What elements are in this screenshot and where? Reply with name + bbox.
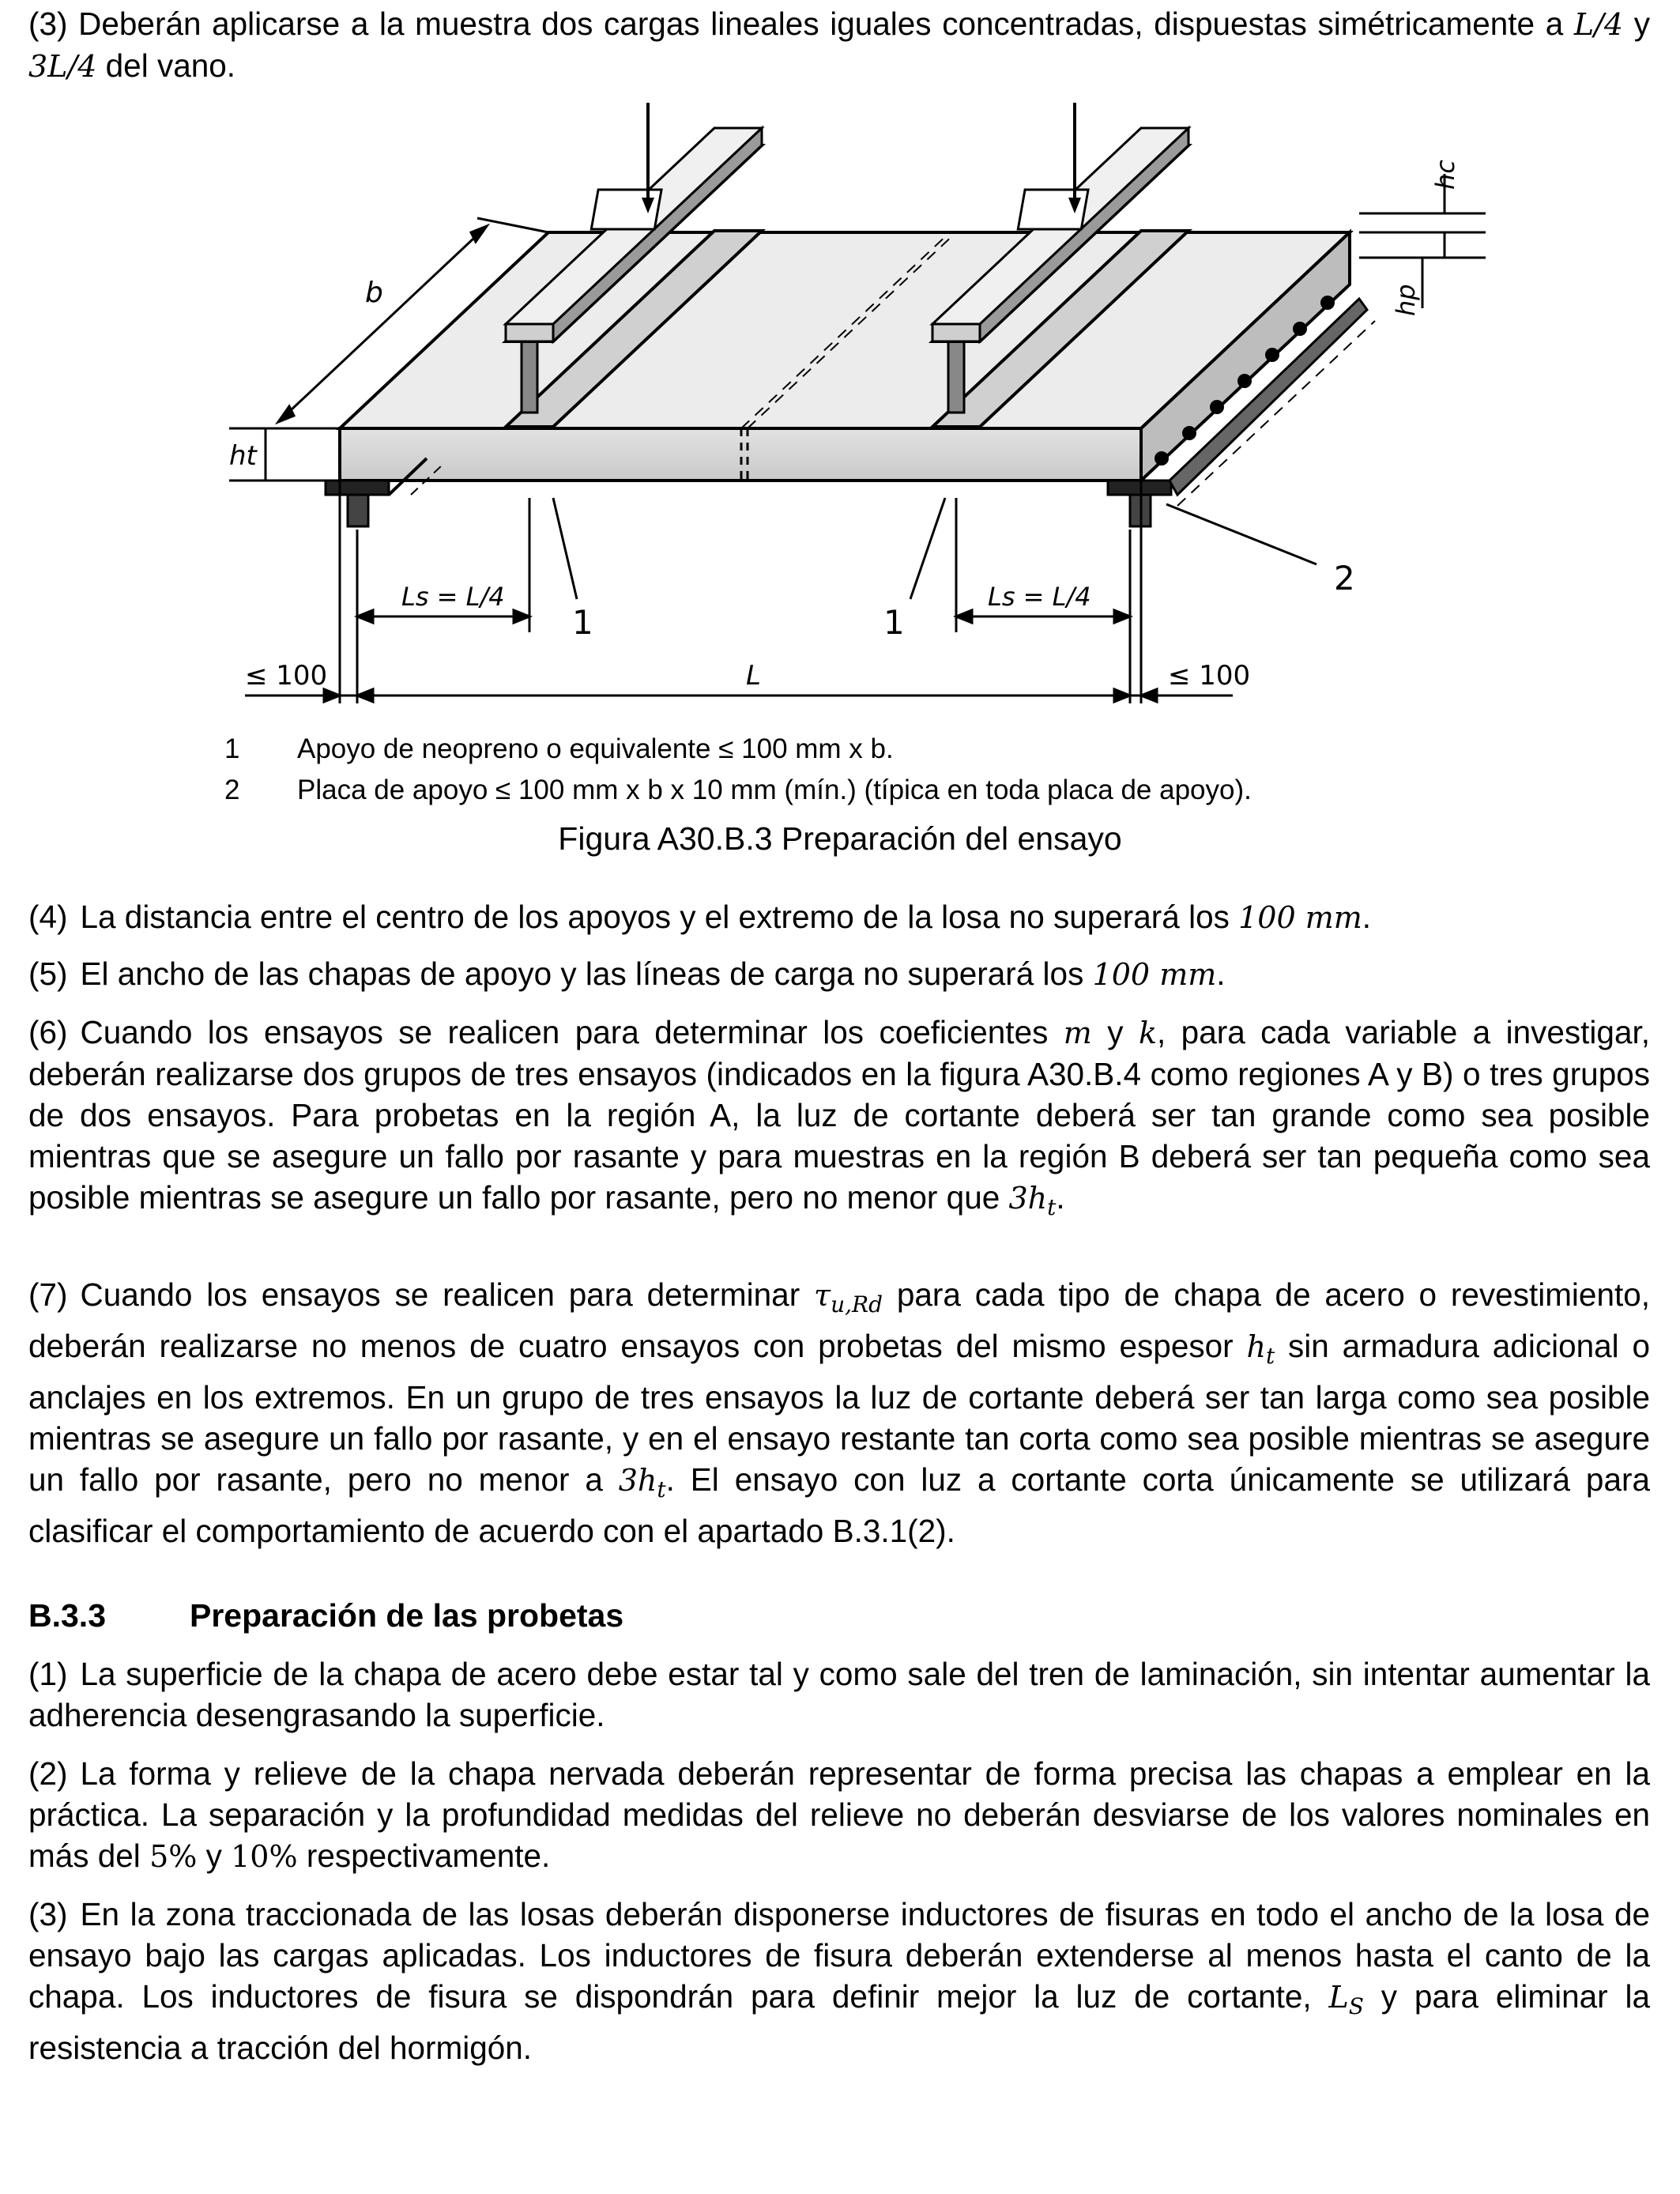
paragraph-text: En la zona traccionada de las losas deberán disponerse inductores de fisuras en todo el ancho de la losa de ensayo bajo las cargas aplicadas. Los inductores de fisura deberán extenderse al menos hasta el canto de la chapa. Los inductores de fisura se dispondrán para definir mejor la luz de cortante, <box>28 1896 1650 2015</box>
math-three-l-quarter: 3L/4 <box>28 49 97 84</box>
paragraph-s1 <box>28 1653 1650 1736</box>
dimension-hc-hp <box>1359 174 1486 308</box>
math-subscript: t <box>1047 1194 1057 1220</box>
section-number: B.3.3 <box>28 1597 106 1634</box>
paragraph-end: . <box>1362 899 1372 935</box>
paragraph-s2 <box>28 1753 1650 1877</box>
math-value: 100 mm <box>1092 957 1217 992</box>
paragraph-text: para cada tipo de chapa de acero o revestimiento, deberán realizarse no menos de cuatro ensayos con probetas del mismo espesor <box>28 1276 1651 1364</box>
label-span-l: L <box>746 660 761 692</box>
paragraph-s3 <box>28 1894 1650 2068</box>
paragraph-number: (5) <box>28 956 68 992</box>
paragraph-text: La distancia entre el centro de los apoyos y el extremo de la losa no superará los <box>80 899 1239 935</box>
math-3ht: 3h <box>618 1463 657 1498</box>
math-l-quarter: L/4 <box>1573 7 1624 42</box>
math-percent: 10% <box>231 1839 298 1874</box>
math-h: h <box>1246 1329 1266 1364</box>
paragraph-5 <box>28 953 1650 995</box>
paragraph-number: (2) <box>28 1755 68 1792</box>
paragraph-text: y <box>197 1838 232 1874</box>
math-subscript: t <box>657 1476 666 1502</box>
label-hp: hp <box>1391 284 1421 316</box>
paragraph-text: , para cada variable a investigar, deberán realizarse dos grupos de tres ensayos (indicados en la figura A30.B.4 como regiones A y B) o tres grupos de dos ensayos. Para probetas en la región A, la luz de cortante deberá ser tan grande como sea posible mientras que se asegure un fallo por rasante y para muestras en la región B deberá ser tan pequeña como sea posible mientras se asegure un fallo por rasante, pero no menor que <box>28 1014 1650 1216</box>
paragraph-7 <box>28 1274 1650 1551</box>
paragraph-end: . <box>1216 956 1226 992</box>
paragraph-intro <box>28 3 1650 87</box>
legend-number: 1 <box>224 733 240 764</box>
paragraph-4 <box>28 896 1650 938</box>
paragraph-number: (6) <box>28 1014 68 1050</box>
paragraph-text: El ancho de las chapas de apoyo y las líneas de carga no superará los <box>80 956 1093 992</box>
paragraph-number: (1) <box>28 1656 68 1692</box>
callout-1-right: 1 <box>883 603 905 642</box>
test-setup-figure <box>0 87 1680 727</box>
label-b: b <box>365 277 383 309</box>
section-title: Preparación de las probetas <box>190 1597 624 1634</box>
math-k: k <box>1138 1016 1157 1050</box>
paragraph-text: respectivamente. <box>297 1838 551 1874</box>
section-heading <box>28 1595 623 1636</box>
intro-conj: y <box>1623 6 1650 42</box>
legend-text: Apoyo de neopreno o equivalente ≤ 100 mm x b. <box>297 733 894 764</box>
math-percent: 5% <box>149 1839 198 1874</box>
label-right-overhang: ≤ 100 <box>1168 660 1251 692</box>
paragraph-text: y para eliminar la resistencia a tracción del hormigón. <box>28 1978 1650 2066</box>
paragraph-text: sin armadura adicional o anclajes en los extremos. En un grupo de tres ensayos la luz de cortante deberá ser tan larga como sea posible mientras se asegure un fallo por rasante, y en el ensayo restante tan corta como sea posible mientras se asegure un fallo por rasante, pero no menor a <box>28 1328 1650 1498</box>
figure-caption: Figura A30.B.3 Preparación del ensayo <box>558 820 1122 857</box>
callout-2: 2 <box>1334 559 1355 598</box>
label-hc: hc <box>1430 160 1460 190</box>
math-3ht: 3h <box>1008 1181 1048 1216</box>
callout-1-left: 1 <box>572 603 593 642</box>
intro-suffix: del vano. <box>96 47 236 84</box>
label-ls-right: Ls = L/4 <box>988 582 1091 612</box>
paragraph-text: . El ensayo con luz a cortante corta únicamente se utilizará para clasificar el comportamiento de acuerdo con el apartado B.3.1(2). <box>28 1461 1650 1549</box>
math-tau: τ <box>814 1278 831 1313</box>
paragraph-text: Cuando los ensayos se realicen para determinar <box>80 1276 815 1313</box>
paragraph-number: (7) <box>28 1276 68 1313</box>
label-left-overhang: ≤ 100 <box>245 660 328 692</box>
math-subscript: S <box>1348 1993 1364 2019</box>
label-ls-left: Ls = L/4 <box>401 582 505 612</box>
paragraph-text: La forma y relieve de la chapa nervada deberán representar de forma precisa las chapas a emplear en la práctica. La separación y la profundidad medidas del relieve no deberán desviarse de los valores nominales en más del <box>28 1755 1650 1874</box>
callout-leaders <box>553 498 1317 599</box>
label-ht: ht <box>229 440 257 472</box>
paragraph-number: (4) <box>28 899 68 935</box>
paragraph-number: (3) <box>28 1896 68 1932</box>
math-value: 100 mm <box>1238 900 1362 935</box>
legend-number: 2 <box>224 775 240 805</box>
intro-text: (3) Deberán aplicarse a la muestra dos cargas lineales iguales concentradas, dispuestas simétricamente a <box>28 6 1574 42</box>
paragraph-6 <box>28 1012 1650 1228</box>
math-m: m <box>1063 1016 1092 1050</box>
math-subscript: u,Rd <box>831 1291 883 1318</box>
math-ls: L <box>1328 1980 1349 2015</box>
paragraph-text: y <box>1091 1014 1139 1050</box>
paragraph-text: Cuando los ensayos se realicen para determinar los coeficientes <box>80 1014 1064 1050</box>
math-subscript: t <box>1265 1343 1275 1369</box>
paragraph-end: . <box>1056 1179 1065 1216</box>
legend-text: Placa de apoyo ≤ 100 mm x b x 10 mm (mín.) (típica en toda placa de apoyo). <box>297 775 1252 805</box>
paragraph-text: La superficie de la chapa de acero debe estar tal y como sale del tren de laminación, sin intentar aumentar la adherencia desengrasando la superficie. <box>28 1656 1650 1733</box>
test-setup-drawing <box>0 87 1680 727</box>
